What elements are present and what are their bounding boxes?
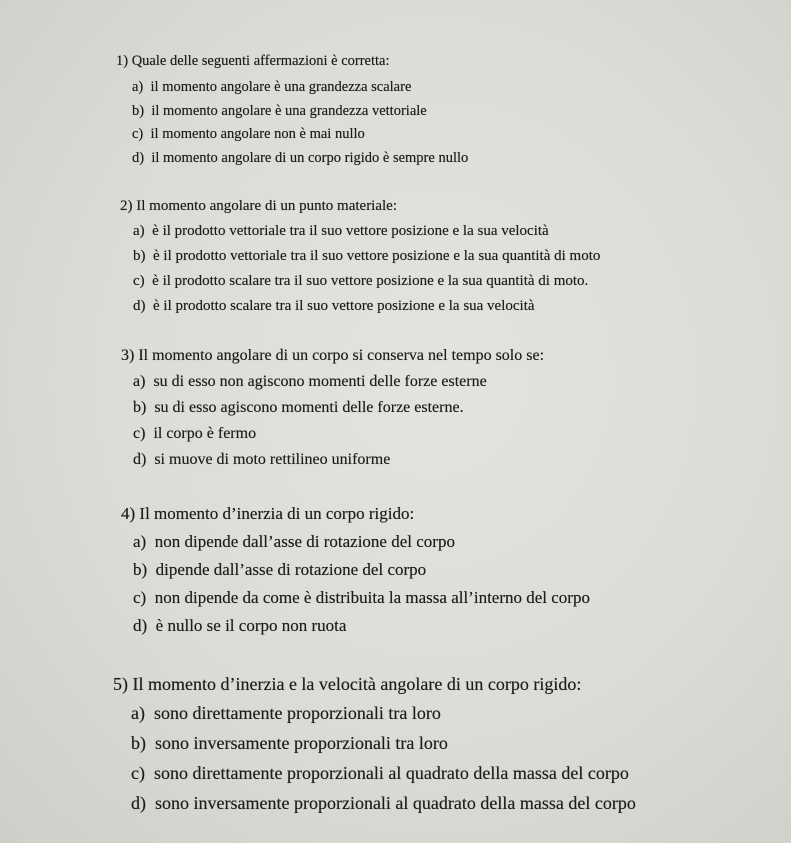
question-5-option-a <box>131 704 441 722</box>
option-text: non dipende da come è distribuita la massa all’interno del corpo <box>154 588 590 607</box>
option-text: è il prodotto scalare tra il suo vettore posizione e la sua quantità di moto. <box>152 273 589 289</box>
option-letter: c) <box>133 425 146 442</box>
option-letter: d) <box>133 616 148 635</box>
question-3-option-b <box>133 400 464 416</box>
option-text: è il prodotto vettoriale tra il suo vettore posizione e la sua velocità <box>152 223 549 239</box>
question-5-option-d <box>131 794 636 812</box>
question-4-option-c <box>133 589 590 606</box>
question-1-text: 1) Quale delle seguenti affermazioni è corretta: <box>116 53 390 69</box>
question-4-text: 4) Il momento d’inerzia di un corpo rigido: <box>121 504 415 523</box>
question-3-text: 3) Il momento angolare di un corpo si conserva nel tempo solo se: <box>121 347 545 364</box>
option-text: non dipende dall’asse di rotazione del corpo <box>154 532 455 551</box>
question-2-option-a <box>133 224 549 239</box>
option-text: è il prodotto vettoriale tra il suo vettore posizione e la sua quantità di moto <box>153 248 601 264</box>
question-1-option-a <box>132 80 411 95</box>
question-4-option-d <box>133 617 346 634</box>
option-text: sono direttamente proporzionali al quadrato della massa del corpo <box>153 763 629 783</box>
option-text: si muove di moto rettilineo uniforme <box>154 451 391 468</box>
question-5-text: 5) Il momento d’inerzia e la velocità angolare di un corpo rigido: <box>113 674 582 694</box>
question-3-option-c <box>133 426 256 442</box>
question-4-option-a <box>133 533 455 550</box>
option-text: il momento angolare è una grandezza vettoriale <box>151 103 427 119</box>
option-letter: b) <box>133 560 148 579</box>
option-letter: a) <box>133 532 147 551</box>
question-2 <box>120 199 397 214</box>
question-1-option-d <box>132 151 468 166</box>
option-text: è il prodotto scalare tra il suo vettore posizione e la sua velocità <box>153 298 535 314</box>
question-1-option-c <box>132 127 365 142</box>
option-letter: d) <box>131 793 146 813</box>
option-text: il momento angolare è una grandezza scalare <box>150 79 412 95</box>
option-text: sono direttamente proporzionali tra loro <box>153 703 441 723</box>
option-text: è nullo se il corpo non ruota <box>155 616 347 635</box>
question-5-option-b <box>131 734 448 752</box>
option-text: dipende dall’asse di rotazione del corpo <box>155 560 427 579</box>
option-text: su di esso non agiscono momenti delle forze esterne <box>153 373 487 390</box>
option-letter: d) <box>133 451 147 468</box>
option-text: sono inversamente proporzionali al quadrato della massa del corpo <box>155 793 636 813</box>
option-text: il momento angolare di un corpo rigido è sempre nullo <box>151 150 469 166</box>
question-2-option-d <box>133 299 535 314</box>
question-5 <box>113 675 581 693</box>
question-1-option-b <box>132 104 427 119</box>
option-letter: b) <box>133 248 146 264</box>
option-letter: d) <box>132 150 145 166</box>
option-text: sono inversamente proporzionali tra loro <box>155 733 448 753</box>
question-4-option-b <box>133 561 426 578</box>
option-letter: c) <box>132 126 144 142</box>
question-4 <box>121 505 414 522</box>
option-letter: b) <box>131 733 146 753</box>
option-letter: a) <box>133 223 145 239</box>
option-letter: b) <box>133 399 147 416</box>
option-letter: b) <box>132 103 145 119</box>
option-text: su di esso agiscono momenti delle forze esterne. <box>154 399 464 416</box>
option-text: il momento angolare non è mai nullo <box>150 126 365 142</box>
option-text: il corpo è fermo <box>153 425 257 442</box>
option-letter: a) <box>133 373 146 390</box>
option-letter: c) <box>133 588 147 607</box>
question-1 <box>116 54 390 69</box>
question-3 <box>121 348 544 364</box>
option-letter: d) <box>133 298 146 314</box>
question-5-option-c <box>131 764 629 782</box>
question-3-option-d <box>133 452 390 468</box>
question-3-option-a <box>133 374 487 390</box>
option-letter: a) <box>132 79 144 95</box>
question-2-text: 2) Il momento angolare di un punto materiale: <box>120 198 398 214</box>
option-letter: c) <box>131 763 145 783</box>
option-letter: a) <box>131 703 145 723</box>
option-letter: c) <box>133 273 145 289</box>
question-2-option-b <box>133 249 600 264</box>
question-2-option-c <box>133 274 588 289</box>
